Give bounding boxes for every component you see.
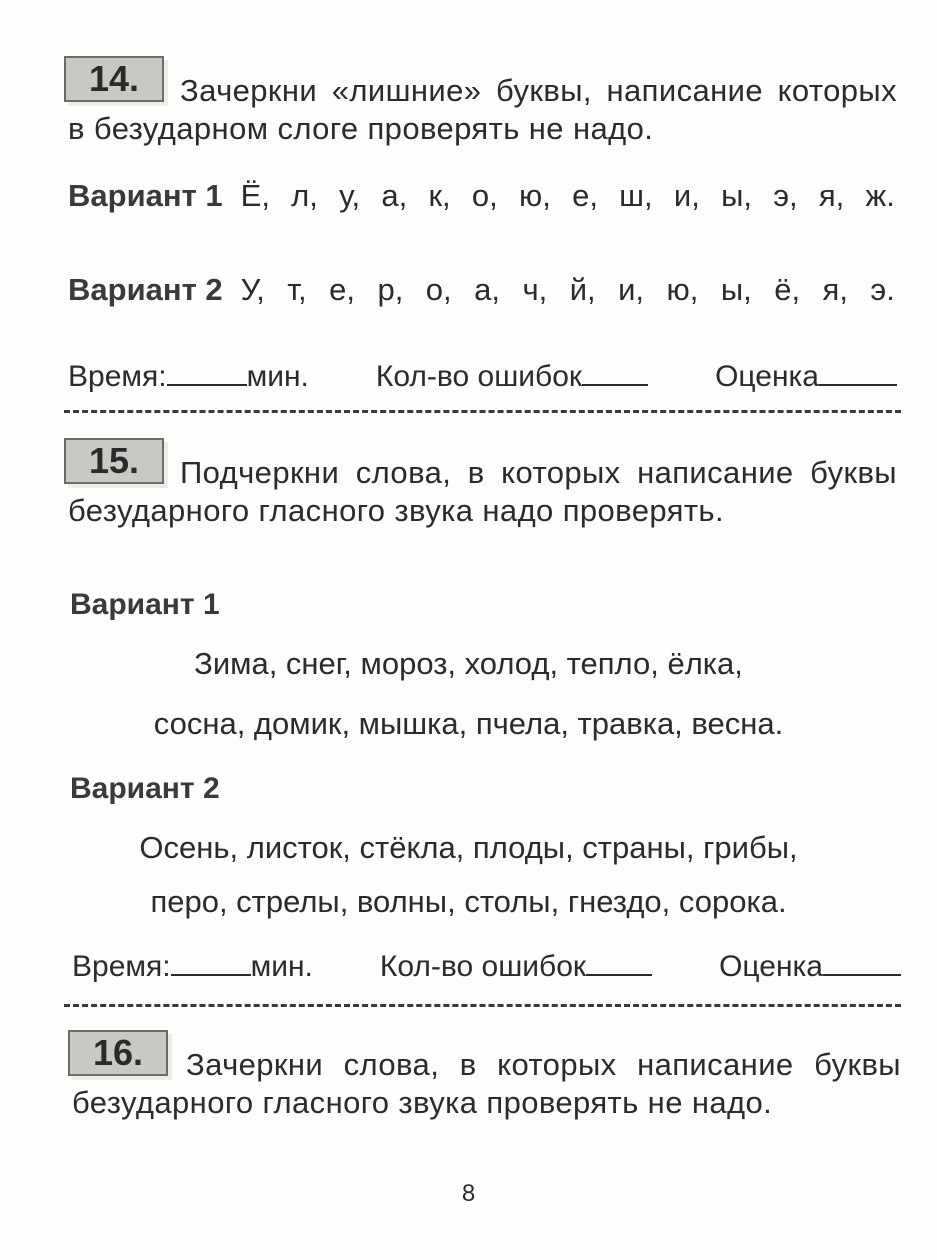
task-15-variant-2-line-1: Осень, листок, стёкла, плоды, страны, грибы, xyxy=(139,830,798,865)
task-15-variant-1-line-1: Зима, снег, мороз, холод, тепло, ёлка, xyxy=(194,646,743,681)
task14.variant1-letter[interactable]: ж. xyxy=(865,178,895,213)
task14.variant2-letter[interactable]: ы, xyxy=(720,272,752,307)
task-14-number: 14. xyxy=(64,56,164,102)
grade-blank[interactable] xyxy=(823,950,901,976)
task14.variant1-letter[interactable]: ы, xyxy=(721,178,752,213)
task-15-instruction: Подчеркни слова, в которых написание буквы безударного гласного звука надо проверять. xyxy=(68,455,897,528)
task-15-variant-1-line-2: сосна, домик, мышка, пчела, травка, весна. xyxy=(153,706,784,741)
time-field xyxy=(72,950,313,984)
task-16-number: 16. xyxy=(68,1030,168,1076)
task-14-score-line xyxy=(68,360,897,394)
grade-field xyxy=(719,950,901,984)
errors-label: Кол-во ошибок xyxy=(375,360,583,393)
task14.variant2-letter[interactable]: е, xyxy=(329,272,355,307)
variant-2-label: Вариант 2 xyxy=(68,272,223,307)
task14.variant2-letter[interactable]: ё, xyxy=(774,272,801,307)
task14.variant2-letter[interactable]: У, xyxy=(240,272,265,307)
task-14-variant-1 xyxy=(68,178,895,214)
page-number: 8 xyxy=(461,1180,476,1207)
task14.variant1-letter[interactable]: а, xyxy=(381,178,408,213)
task14.variant2-letter[interactable]: р, xyxy=(377,272,404,307)
task14.variant2-letter[interactable]: т, xyxy=(287,272,307,307)
task-15-variant-2-line-2: перо, стрелы, волны, столы, гнездо, сорока. xyxy=(150,884,787,919)
task14.variant2-letter[interactable]: й, xyxy=(569,272,596,307)
task14.variant1-letter[interactable]: Ё, xyxy=(240,178,270,213)
task14.variant1-letter[interactable]: ш, xyxy=(619,178,653,213)
variant-2-letters xyxy=(241,272,895,308)
task-14-variant-2 xyxy=(68,272,895,308)
variant-1-label: Вариант 1 xyxy=(68,178,223,213)
errors-label: Кол-во ошибок xyxy=(379,950,587,983)
task14.variant1-letter[interactable]: о, xyxy=(471,178,498,213)
time-unit: мин. xyxy=(250,950,313,983)
errors-blank[interactable] xyxy=(586,950,652,976)
task14.variant2-letter[interactable]: э. xyxy=(870,272,895,307)
time-unit: мин. xyxy=(246,360,309,393)
errors-blank[interactable] xyxy=(582,360,648,386)
task14.variant1-letter[interactable]: э, xyxy=(773,178,798,213)
time-blank[interactable] xyxy=(171,950,251,976)
task14.variant2-letter[interactable]: а, xyxy=(474,272,500,307)
separator-dashed xyxy=(64,410,901,413)
task-16-instruction: Зачеркни слова, в которых написание буквы безударного гласного звука проверять не надо. xyxy=(72,1047,901,1120)
task-15-variant-1-label: Вариант 1 xyxy=(70,588,220,621)
errors-field xyxy=(380,950,652,984)
task14.variant1-letter[interactable]: у, xyxy=(339,178,361,213)
task14.variant1-letter[interactable]: к, xyxy=(428,178,451,213)
variant-1-letters xyxy=(241,178,895,214)
task14.variant2-letter[interactable]: и, xyxy=(618,272,645,307)
task14.variant1-letter[interactable]: л, xyxy=(291,178,318,213)
grade-label: Оценка xyxy=(715,360,819,393)
task14.variant1-letter[interactable]: е, xyxy=(572,178,598,213)
time-blank[interactable] xyxy=(167,360,247,386)
task-15-variant-2-label: Вариант 2 xyxy=(70,772,220,805)
grade-blank[interactable] xyxy=(819,360,897,386)
grade-label: Оценка xyxy=(719,950,823,983)
task-14-instruction: Зачеркни «лишние» буквы, написание которых в безударном слоге проверять не надо. xyxy=(68,73,897,146)
task14.variant1-letter[interactable]: ю, xyxy=(518,178,551,213)
task14.variant2-letter[interactable]: о, xyxy=(425,272,452,307)
task14.variant2-letter[interactable]: я, xyxy=(822,272,848,307)
time-label: Время: xyxy=(72,950,171,983)
time-label: Время: xyxy=(68,360,167,393)
task14.variant2-letter[interactable]: ч, xyxy=(522,272,548,307)
task-15-number: 15. xyxy=(64,438,164,484)
grade-field xyxy=(715,360,897,394)
errors-field xyxy=(376,360,648,394)
task14.variant1-letter[interactable]: я, xyxy=(818,178,845,213)
task-15-score-line xyxy=(72,950,901,984)
time-field xyxy=(68,360,309,394)
separator-dashed xyxy=(64,1004,901,1007)
task14.variant1-letter[interactable]: и, xyxy=(673,178,700,213)
task14.variant2-letter[interactable]: ю, xyxy=(666,272,699,307)
